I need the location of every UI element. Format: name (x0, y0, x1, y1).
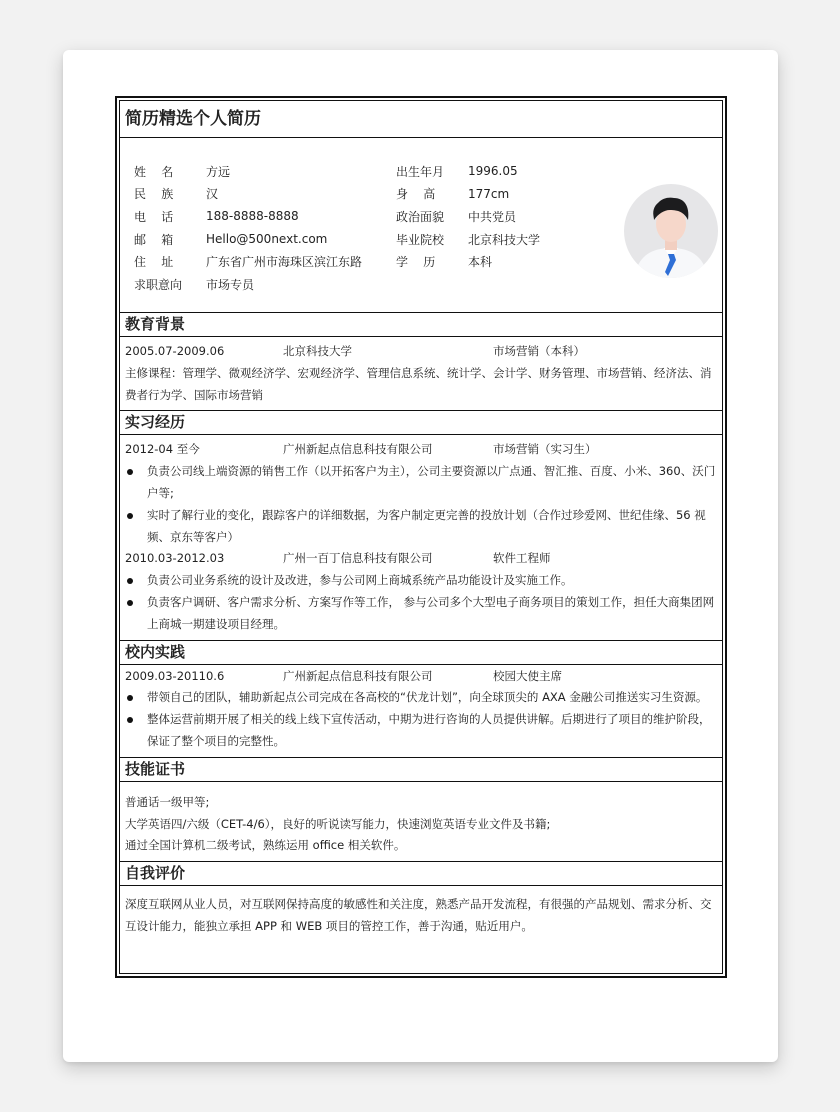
list-item-text: 整体运营前期开展了相关的线上线下宣传活动，中期为进行咨询的人员提供讲解。后期进行了项目的维护阶段，保证了整个项目的完整性。 (147, 712, 711, 748)
list-item (125, 570, 717, 592)
info-value: 188-8888-8888 (206, 209, 299, 224)
internship-section-title: 实习经历 (120, 411, 722, 435)
list-item-text: 实时了解行业的变化，跟踪客户的详细数据，为客户制定更完善的投放计划（合作过珍爱网、世纪佳缘、56 视频、京东等客户） (147, 507, 706, 544)
avatar-icon (624, 184, 718, 278)
self-eval-section (120, 886, 722, 942)
job-date: 2012-04 至今 (125, 442, 200, 457)
self-eval-section-title: 自我评价 (120, 862, 722, 886)
education-date: 2005.07-2009.06 (125, 344, 225, 358)
info-label: 政治面貌 (396, 209, 445, 224)
bullet-icon (125, 570, 147, 592)
education-head-row (125, 341, 717, 363)
avatar (624, 184, 718, 278)
info-row (134, 228, 588, 251)
bullet-icon (125, 505, 147, 549)
list-item (125, 592, 717, 636)
personal-info-section (120, 138, 722, 313)
job-head-row (125, 548, 717, 570)
info-value: 177cm (468, 186, 510, 201)
bullet-icon (125, 687, 147, 709)
info-row (134, 183, 588, 206)
list-item (125, 687, 717, 709)
info-label: 学 历 (396, 255, 436, 270)
education-major: 市场营销（本科） (493, 344, 585, 358)
bullet-icon (125, 709, 147, 753)
skill-line: 通过全国计算机二级考试，熟练运用 office 相关软件。 (125, 838, 406, 853)
info-label: 住 址 (134, 255, 174, 270)
list-item-text: 负责客户调研、客户需求分析、方案写作等工作， 参与公司多个大型电子商务项目的策划工作，担任大商集团网上商城一期建设项目经理。 (147, 594, 715, 631)
job-head-row (125, 439, 717, 461)
education-courses: 主修课程：管理学、微观经济学、宏观经济学、管理信息系统、统计学、会计学、财务管理、市场营销、经济法、消费者行为学、国际市场营销 (125, 365, 712, 402)
info-label: 出生年月 (396, 164, 445, 179)
list-item (125, 709, 717, 753)
info-label: 电 话 (134, 209, 174, 224)
skills-section-title: 技能证书 (120, 758, 722, 782)
info-label: 身 高 (396, 187, 436, 202)
skill-line: 大学英语四/六级（CET-4/6），良好的听说读写能力，快速浏览英语专业文件及书籍; (125, 816, 551, 831)
resume-title: 简历精选个人简历 (120, 101, 722, 138)
bullet-icon (125, 461, 147, 505)
info-value: 广东省广州市海珠区滨江东路 (206, 255, 363, 270)
info-row (134, 273, 588, 296)
job-company: 广州一百丁信息科技有限公司 (283, 551, 433, 566)
info-label: 邮 箱 (134, 232, 174, 247)
education-section-title: 教育背景 (120, 313, 722, 337)
job-role: 软件工程师 (493, 551, 551, 566)
bullet-icon (125, 592, 147, 636)
info-value: 北京科技大学 (468, 232, 541, 247)
info-value: 本科 (468, 255, 493, 270)
skill-line: 普通话一级甲等; (125, 794, 210, 809)
info-value: 汉 (206, 187, 219, 202)
job-role: 市场营销（实习生） (493, 442, 597, 457)
info-label: 姓 名 (134, 164, 174, 179)
info-value: Hello@500next.com (206, 232, 328, 247)
info-value: 1996.05 (468, 164, 518, 179)
list-item-text: 负责公司线上端资源的销售工作（以开拓客户为主），公司主要资源以广点通、智汇推、百度、小米、360、沃门户等; (147, 464, 716, 500)
campus-role: 校园大使主席 (493, 668, 562, 683)
info-row (134, 205, 588, 228)
internship-section (120, 435, 722, 640)
personal-info-grid (134, 160, 588, 296)
campus-company: 广州新起点信息科技有限公司 (283, 668, 433, 683)
campus-section (120, 665, 722, 758)
info-label: 毕业院校 (396, 232, 445, 247)
resume-frame (115, 96, 727, 978)
list-item (125, 505, 717, 549)
skills-section (120, 782, 722, 862)
info-value: 中共党员 (468, 209, 517, 224)
info-label: 求职意向 (134, 277, 183, 292)
info-row (134, 250, 588, 273)
list-item-text: 负责公司业务系统的设计及改进，参与公司网上商城系统产品功能设计及实施工作。 (147, 573, 573, 588)
info-row (134, 160, 588, 183)
campus-section-title: 校内实践 (120, 641, 722, 665)
job-company: 广州新起点信息科技有限公司 (283, 442, 433, 457)
campus-date: 2009.03-20110.6 (125, 668, 225, 683)
info-label: 民 族 (134, 187, 174, 202)
resume-inner (119, 100, 723, 974)
self-eval-text: 深度互联网从业人员，对互联网保持高度的敏感性和关注度，熟悉产品开发流程，有很强的产品规划、需求分析、交互设计能力，能独立承担 APP 和 WEB 项目的管控工作，善于沟通，贴近用户。 (125, 897, 712, 933)
education-section (120, 337, 722, 411)
campus-head-row (125, 666, 717, 688)
list-item (125, 461, 717, 505)
education-school: 北京科技大学 (283, 344, 352, 358)
job-date: 2010.03-2012.03 (125, 551, 225, 566)
info-value: 市场专员 (206, 277, 255, 292)
list-item-text: 带领自己的团队，辅助新起点公司完成在各高校的“伏龙计划”，向全球顶尖的 AXA 金融公司推送实习生资源。 (147, 690, 708, 705)
info-value: 方远 (206, 164, 231, 179)
